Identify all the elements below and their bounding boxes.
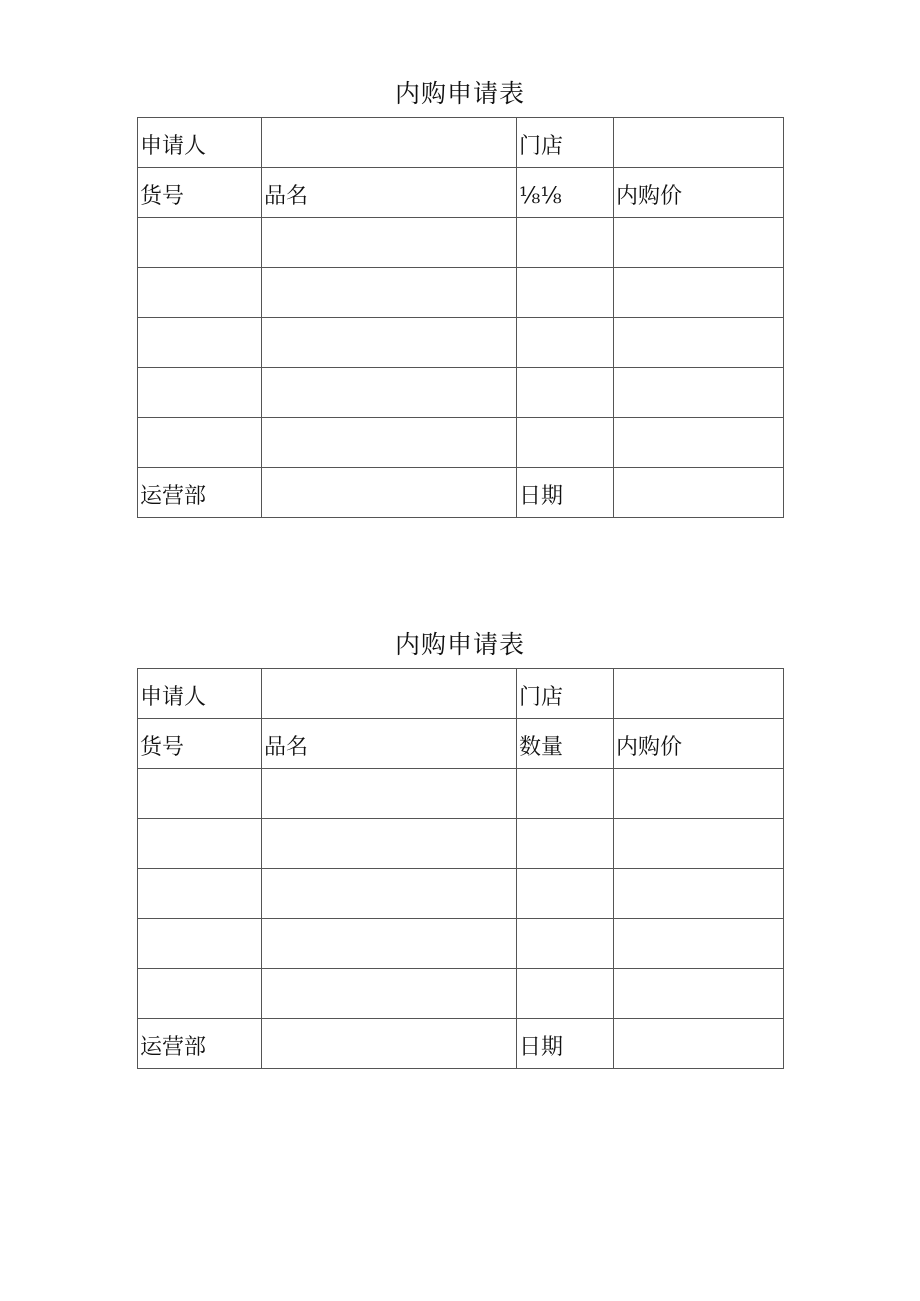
table-row [138, 318, 784, 368]
header-row [138, 168, 784, 218]
item-no-cell[interactable] [138, 268, 262, 318]
store-label: 门店 [517, 669, 614, 719]
internal-price-cell[interactable] [614, 318, 784, 368]
table-row [138, 218, 784, 268]
header-item-no: 货号 [138, 719, 262, 769]
internal-price-cell[interactable] [614, 819, 784, 869]
table-row [138, 769, 784, 819]
store-field[interactable] [614, 669, 784, 719]
header-product-name: 品名 [262, 719, 517, 769]
product-name-cell[interactable] [262, 418, 517, 468]
table-row [138, 368, 784, 418]
table-row [138, 919, 784, 969]
product-name-cell[interactable] [262, 268, 517, 318]
internal-price-cell[interactable] [614, 368, 784, 418]
table-row [138, 969, 784, 1019]
internal-price-cell[interactable] [614, 969, 784, 1019]
item-no-cell[interactable] [138, 769, 262, 819]
item-no-cell[interactable] [138, 969, 262, 1019]
table-row [138, 268, 784, 318]
table-row [138, 819, 784, 869]
date-label: 日期 [517, 468, 614, 518]
item-no-cell[interactable] [138, 418, 262, 468]
operations-field[interactable] [262, 468, 517, 518]
quantity-cell[interactable] [517, 318, 614, 368]
form-table [137, 668, 784, 1069]
quantity-cell[interactable] [517, 218, 614, 268]
product-name-cell[interactable] [262, 218, 517, 268]
quantity-cell[interactable] [517, 418, 614, 468]
header-product-name: 品名 [262, 168, 517, 218]
quantity-cell[interactable] [517, 268, 614, 318]
header-quantity: ⅛⅛ [517, 168, 614, 218]
purchase-form-1 [137, 76, 783, 518]
form-table [137, 117, 784, 518]
form-title: 内购申请表 [394, 630, 525, 659]
quantity-cell[interactable] [517, 919, 614, 969]
quantity-cell[interactable] [517, 969, 614, 1019]
item-no-cell[interactable] [138, 919, 262, 969]
applicant-row [138, 118, 784, 168]
quantity-cell[interactable] [517, 368, 614, 418]
quantity-cell[interactable] [517, 769, 614, 819]
footer-row [138, 468, 784, 518]
product-name-cell[interactable] [262, 769, 517, 819]
purchase-form-2 [137, 627, 783, 1069]
store-label: 门店 [517, 118, 614, 168]
table-row [138, 869, 784, 919]
internal-price-cell[interactable] [614, 919, 784, 969]
internal-price-cell[interactable] [614, 268, 784, 318]
header-item-no: 货号 [138, 168, 262, 218]
table-row [138, 418, 784, 468]
item-no-cell[interactable] [138, 318, 262, 368]
product-name-cell[interactable] [262, 819, 517, 869]
item-no-cell[interactable] [138, 218, 262, 268]
internal-price-cell[interactable] [614, 769, 784, 819]
item-no-cell[interactable] [138, 368, 262, 418]
operations-field[interactable] [262, 1019, 517, 1069]
applicant-row [138, 669, 784, 719]
product-name-cell[interactable] [262, 869, 517, 919]
header-internal-price: 内购价 [614, 168, 784, 218]
applicant-field[interactable] [262, 669, 517, 719]
applicant-field[interactable] [262, 118, 517, 168]
item-no-cell[interactable] [138, 819, 262, 869]
product-name-cell[interactable] [262, 969, 517, 1019]
date-label: 日期 [517, 1019, 614, 1069]
quantity-cell[interactable] [517, 869, 614, 919]
store-field[interactable] [614, 118, 784, 168]
product-name-cell[interactable] [262, 919, 517, 969]
footer-row [138, 1019, 784, 1069]
internal-price-cell[interactable] [614, 218, 784, 268]
header-quantity: 数量 [517, 719, 614, 769]
date-field[interactable] [614, 1019, 784, 1069]
form-title: 内购申请表 [394, 79, 525, 108]
applicant-label: 申请人 [138, 669, 262, 719]
item-no-cell[interactable] [138, 869, 262, 919]
header-internal-price: 内购价 [614, 719, 784, 769]
date-field[interactable] [614, 468, 784, 518]
internal-price-cell[interactable] [614, 418, 784, 468]
quantity-cell[interactable] [517, 819, 614, 869]
header-row [138, 719, 784, 769]
operations-label: 运营部 [138, 1019, 262, 1069]
internal-price-cell[interactable] [614, 869, 784, 919]
operations-label: 运营部 [138, 468, 262, 518]
applicant-label: 申请人 [138, 118, 262, 168]
product-name-cell[interactable] [262, 318, 517, 368]
product-name-cell[interactable] [262, 368, 517, 418]
